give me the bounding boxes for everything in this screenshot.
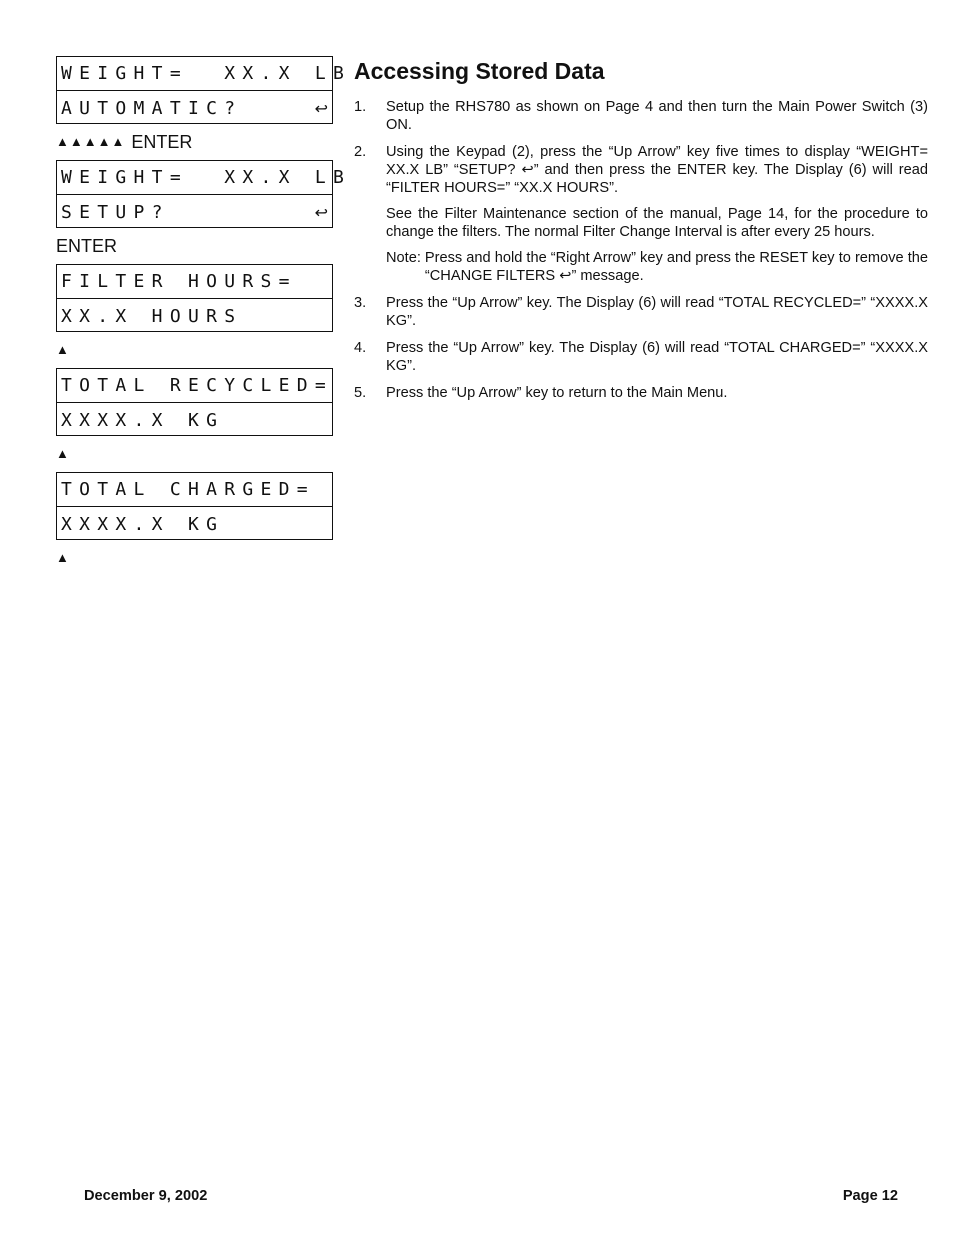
enter-label: ENTER (56, 236, 118, 256)
step-text: Press the “Up Arrow” key. The Display (6) will read “TOTAL CHARGED=” “XXXX.X KG”. (386, 340, 928, 374)
lcd-display (56, 264, 333, 332)
footer-date: December 9, 2002 (84, 1188, 208, 1204)
keypress-caption (56, 540, 336, 576)
step-list (354, 98, 928, 402)
step-item (354, 384, 928, 402)
page-number: Page 12 (842, 1188, 898, 1204)
lcd-display (56, 472, 333, 540)
up-arrow-icon: ▲ (56, 550, 70, 565)
lcd-display (56, 160, 352, 228)
step-number: 2. (354, 144, 367, 160)
note-text: Press and hold the “Right Arrow” key and press the RESET key to remove the “CHANGE FILTERS ↩” message. (424, 250, 928, 284)
step-item (354, 143, 928, 285)
page-footer (84, 1188, 898, 1204)
lcd-line-1: TOTAL CHARGED= (61, 479, 315, 500)
step-number: 4. (354, 340, 367, 356)
step-item (354, 339, 928, 375)
step-number: 3. (354, 295, 367, 311)
lcd-line-2: AUTOMATIC? (61, 98, 243, 119)
step-text: Press the “Up Arrow” key to return to the Main Menu. (386, 385, 728, 401)
lcd-sequence (56, 56, 352, 576)
step-text: See the Filter Maintenance section of the manual, Page 14, for the procedure to change the filters. The normal Filter Change Interval is after every 25 hours. (386, 206, 928, 240)
lcd-line-1: FILTER HOURS= (61, 271, 297, 292)
step-number: 5. (354, 385, 367, 401)
lcd-line-1: WEIGHT= XX.X LB (61, 167, 352, 188)
instructions (354, 56, 928, 411)
lcd-display (56, 368, 333, 436)
lcd-line-1: WEIGHT= XX.X LB (61, 63, 352, 84)
step-number: 1. (354, 99, 367, 115)
step-item (354, 98, 928, 134)
lcd-line-2: XXXX.X KG (61, 514, 225, 535)
keypress-caption (56, 436, 336, 472)
up-arrow-icon: ▲ (56, 342, 70, 357)
lcd-line-2: XXXX.X KG (61, 410, 225, 431)
return-arrow-icon: ↩ (314, 203, 328, 222)
lcd-line-1: TOTAL RECYCLED= (61, 375, 334, 396)
enter-label: ENTER (131, 132, 193, 152)
step-text: Press the “Up Arrow” key. The Display (6) will read “TOTAL RECYCLED=” “XXXX.X KG”. (386, 295, 928, 329)
lcd-line-2: XX.X HOURS (61, 306, 243, 327)
return-arrow-icon: ↩ (314, 99, 328, 118)
keypress-caption (56, 228, 336, 264)
note-label: Note: (386, 250, 421, 266)
step-text: Setup the RHS780 as shown on Page 4 and then turn the Main Power Switch (3) ON. (386, 99, 928, 133)
keypress-caption (56, 332, 336, 368)
up-arrow-icon: ▲ (56, 446, 70, 461)
keypress-caption (56, 124, 336, 160)
section-title: Accessing Stored Data (354, 58, 605, 84)
lcd-display (56, 56, 352, 124)
lcd-line-2: SETUP? (61, 202, 170, 223)
up-arrow-icon: ▲▲▲▲▲ (56, 134, 126, 149)
step-text: Using the Keypad (2), press the “Up Arrow” key five times to display “WEIGHT= XX.X LB” “SETUP? ↩” and then press the ENTER key. The Display (6) will read “FILTER HOURS=” “XX.X HOURS”. (386, 144, 928, 196)
note (386, 249, 928, 285)
step-item (354, 294, 928, 330)
